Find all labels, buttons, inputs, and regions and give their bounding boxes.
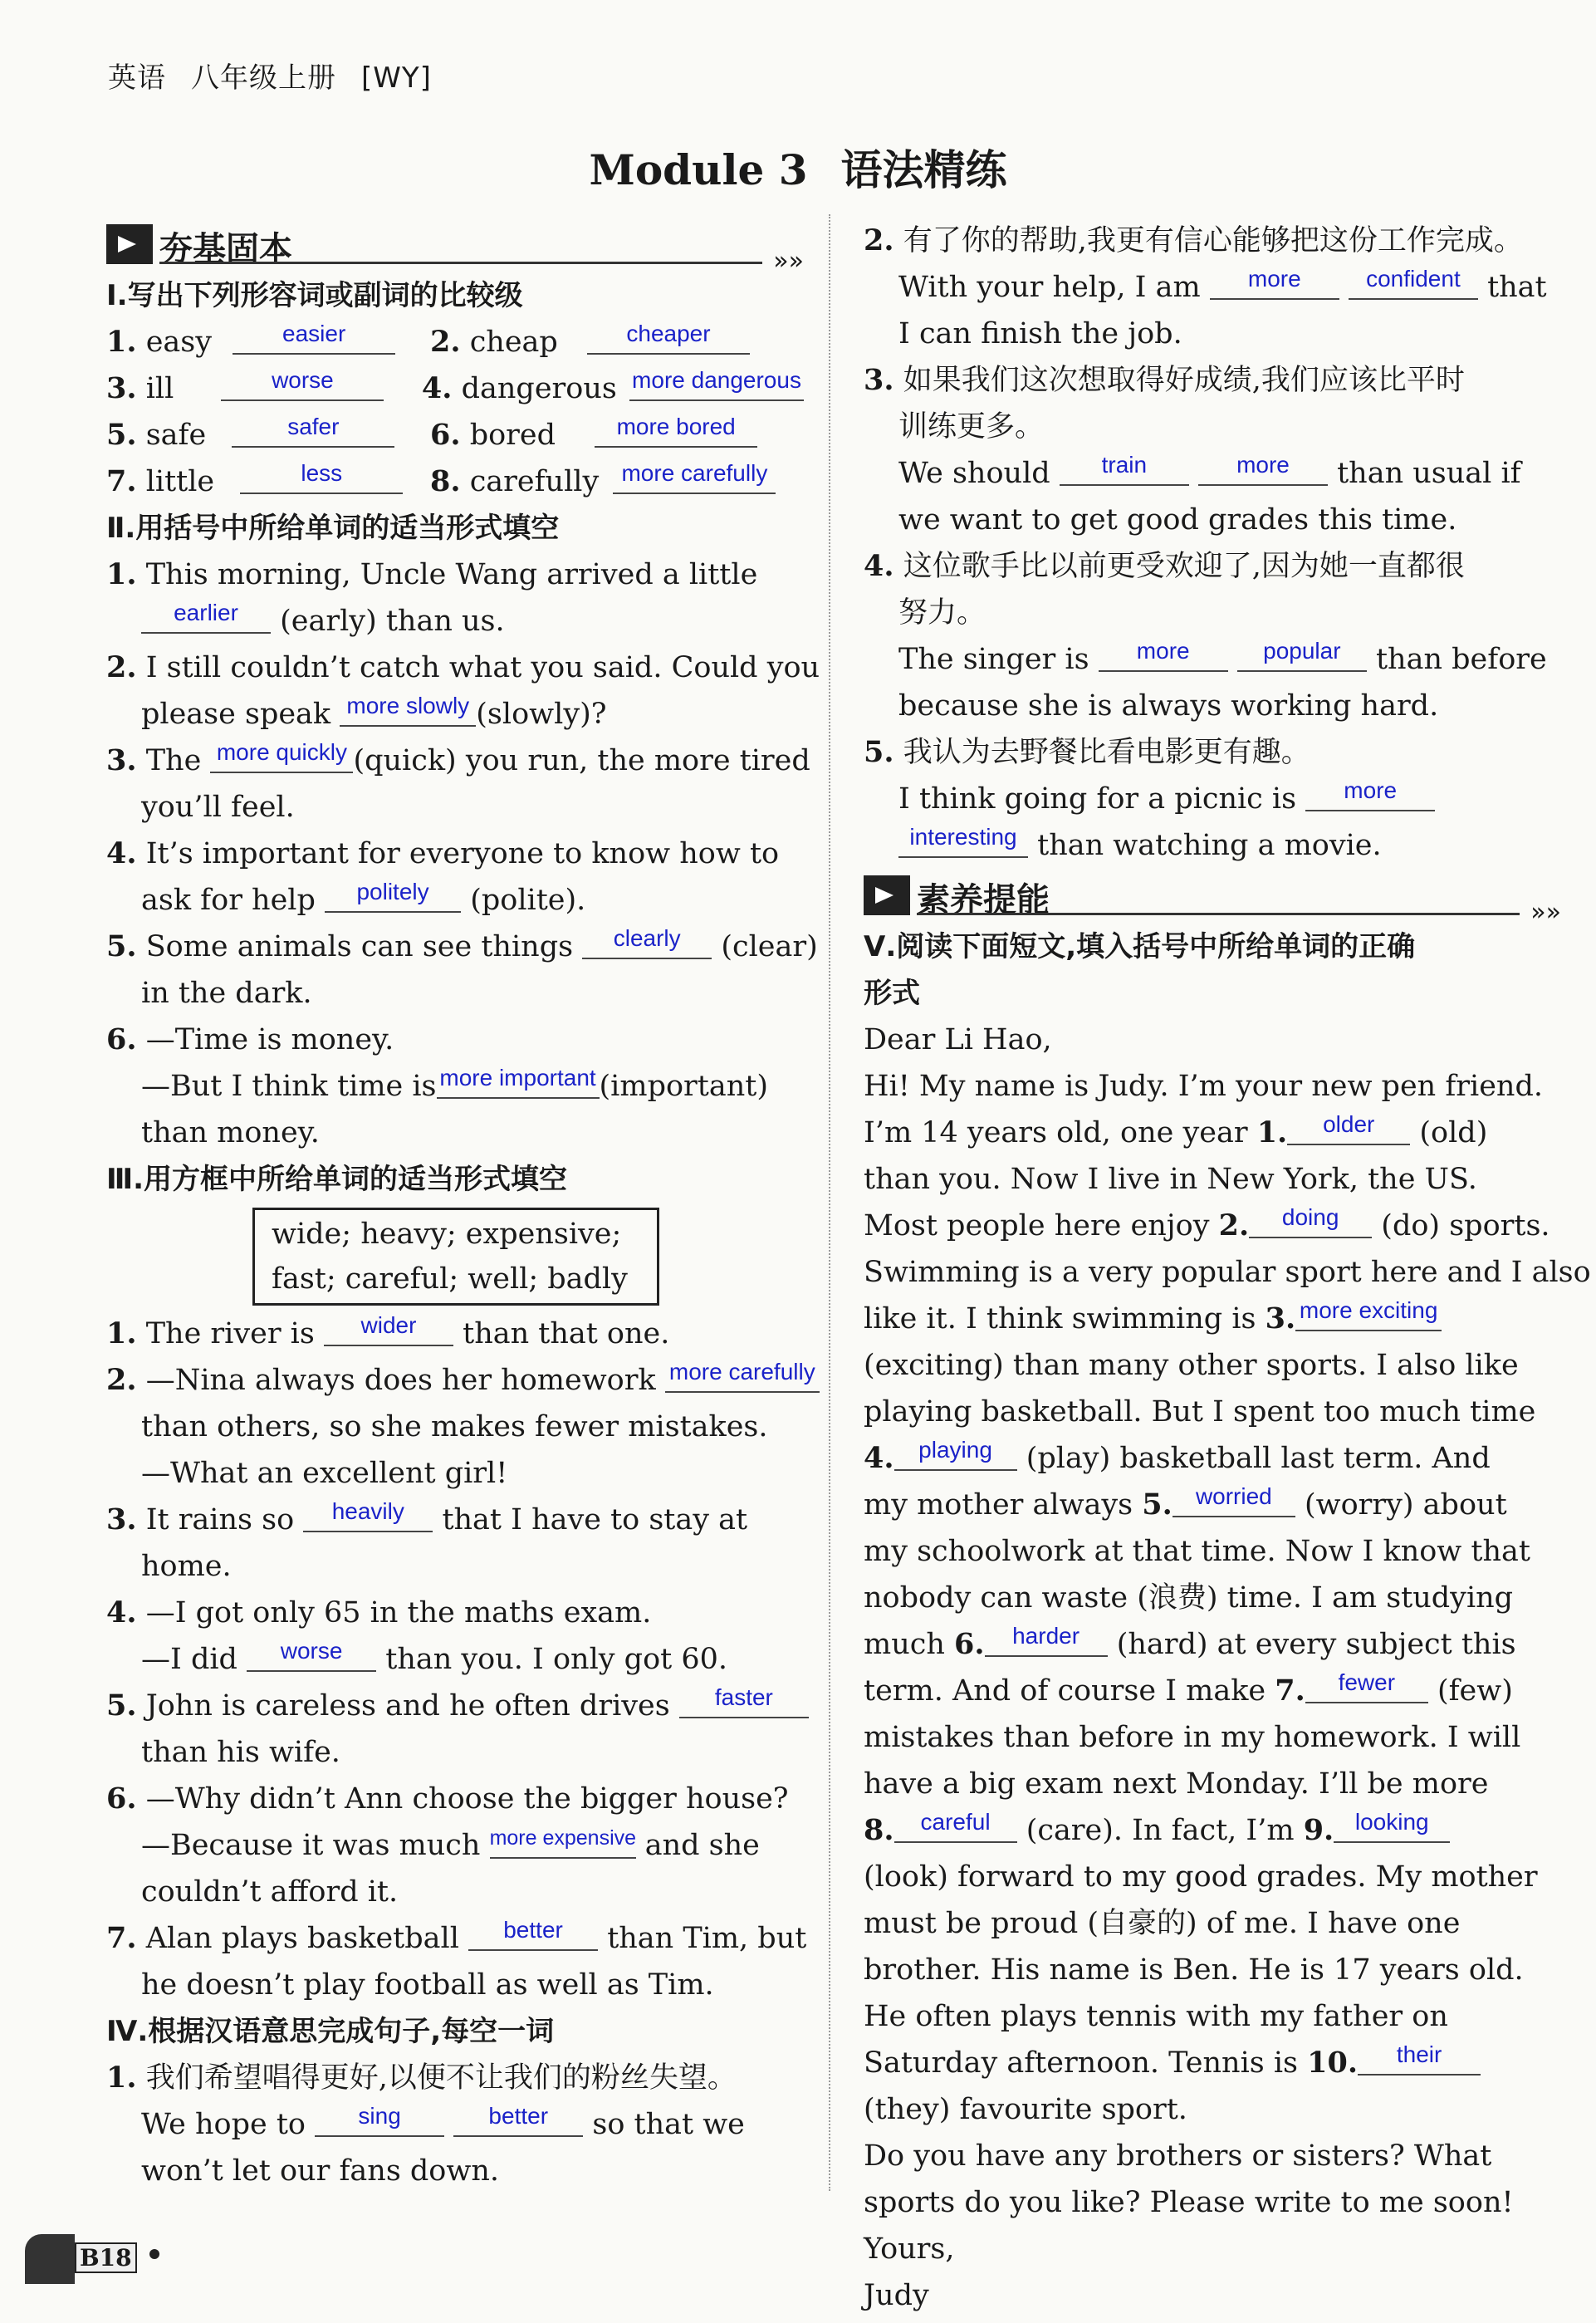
question-line: We hope to sing better so that we [141, 2103, 745, 2141]
letter [864, 1017, 1591, 2319]
arrow-icon [864, 875, 910, 915]
answer-blank[interactable]: more carefully [613, 464, 776, 494]
question-line: I can finish the job. [898, 317, 1182, 350]
footer-tab [25, 2234, 75, 2284]
question-line: interesting than watching a movie. [864, 822, 1561, 869]
question-line: —Because it was much more expensive and she [141, 1826, 760, 1862]
question-line: 1. 我们希望唱得更好,以便不让我们的粉丝失望。 [106, 2061, 737, 2095]
answer-blank[interactable]: earlier [141, 604, 271, 634]
answer-blank[interactable]: worse [247, 1642, 376, 1672]
list-item: 1. easy easier 2. cheap cheaper [106, 319, 804, 365]
page-header [108, 55, 457, 96]
question-line: 3. It rains so heavily that I have to stay at [106, 1498, 748, 1536]
banner-title: 夯基固本 [159, 230, 292, 268]
question-line: 4. —I got only 65 in the maths exam. [106, 1595, 652, 1630]
letter-line: much 6. harder (hard) at every subject this [864, 1623, 1516, 1661]
letter-line: He often plays tennis with my father on [864, 2000, 1448, 2033]
answer-blank[interactable]: playing [894, 1441, 1017, 1471]
question-line: because she is always working hard. [898, 689, 1439, 723]
answer-blank[interactable]: doing [1249, 1208, 1372, 1238]
letter-line: sports do you like? Please write to me soon! [864, 2186, 1514, 2219]
answer-blank[interactable]: easier [233, 325, 395, 355]
question-line: couldn’t afford it. [141, 1875, 399, 1909]
page-title [0, 137, 1596, 197]
banner-title: 素养提能 [917, 881, 1050, 919]
question-line: won’t let our fans down. [141, 2154, 500, 2188]
letter-line: my schoolwork at that time. Now I know that [864, 1535, 1530, 1568]
question-line: please speak more slowly (slowly)? [141, 693, 607, 731]
answer-blank[interactable]: more dangerous [629, 371, 804, 401]
question-line: than others, so she makes fewer mistakes. [141, 1410, 768, 1443]
module-number: Module 3 [589, 145, 808, 194]
section-banner-advanced [864, 870, 1561, 927]
question-line: 4. 这位歌手比以前更受欢迎了,因为她一直都很 [864, 549, 1465, 583]
answer-blank[interactable]: their [1358, 2046, 1481, 2076]
letter-line: (they) favourite sport. [864, 2093, 1187, 2126]
question-line: home. [141, 1550, 232, 1583]
right-column [864, 218, 1591, 2319]
letter-line: than you. Now I live in New York, the US. [864, 1163, 1477, 1196]
question-line: 4. It’s important for everyone to know how to [106, 836, 780, 870]
answer-blank[interactable]: faster [679, 1688, 809, 1718]
question-line: than money. [141, 1116, 320, 1149]
letter-line: brother. His name is Ben. He is 17 years old. [864, 1953, 1524, 1987]
letter-line: term. And of course I make 7. fewer (few) [864, 1669, 1513, 1708]
answer-blank[interactable]: more [1198, 456, 1328, 486]
question-line: The singer is more popular than before [898, 638, 1547, 676]
question-line: 训练更多。 [898, 410, 1045, 444]
list-item: 7. little less 8. carefully more carefully [106, 458, 804, 505]
answer-blank[interactable]: heavily [303, 1502, 433, 1532]
answer-blank[interactable]: less [240, 464, 403, 494]
banner-rule [917, 913, 1520, 915]
letter-line: (look) forward to my good grades. My mother [864, 1860, 1538, 1894]
question-line: in the dark. [141, 977, 312, 1010]
list-item: 5. safe safer 6. bored more bored [106, 412, 804, 458]
answer-blank[interactable]: politely [325, 883, 461, 913]
section-title: Ⅱ.用括号中所给单词的适当形式填空 [106, 512, 560, 545]
column-divider [829, 214, 830, 2191]
section-title: Ⅲ.用方框中所给单词的适当形式填空 [106, 1163, 568, 1196]
question-line: 5. John is careless and he often drives faster [106, 1683, 804, 1729]
page-footer [25, 2234, 141, 2284]
question-line: —What an excellent girl! [141, 1457, 508, 1490]
section-title: Ⅰ.写出下列形容词或副词的比较级 [106, 279, 523, 312]
answer-blank[interactable]: worried [1173, 1487, 1295, 1517]
question-line: ask for help politely (polite). [141, 879, 586, 917]
section-title-cont: 形式 [864, 977, 920, 1010]
answer-blank[interactable]: worse [221, 371, 384, 401]
answer-blank[interactable]: safer [232, 418, 394, 448]
question-line: he doesn’t play football as well as Tim. [141, 1968, 714, 2002]
letter-line: Saturday afternoon. Tennis is 10. their [864, 2040, 1561, 2086]
banner-rule [159, 262, 762, 264]
triple-chevron-icon: »» [1530, 898, 1561, 927]
answer-blank[interactable]: more [1305, 782, 1435, 811]
answer-blank[interactable]: sing [315, 2107, 444, 2137]
letter-line: Dear Li Hao, [864, 1023, 1052, 1056]
question-line: 7. Alan plays basketball better than Tim, but [106, 1917, 807, 1955]
letter-line: mistakes than before in my homework. I will [864, 1721, 1521, 1754]
answer-blank[interactable]: more [1099, 642, 1228, 672]
letter-line: Yours, [864, 2232, 955, 2266]
letter-line: 8. careful (care). In fact, I’m 9. looking [864, 1807, 1561, 1854]
question-line: 努力。 [898, 596, 986, 630]
word-box [252, 1208, 659, 1306]
comparative-list [106, 319, 804, 505]
question-line: earlier (early) than us. [106, 598, 804, 644]
answer-blank[interactable]: better [468, 1921, 598, 1951]
question-line: than his wife. [141, 1736, 340, 1769]
left-column [106, 218, 820, 2194]
answer-blank[interactable]: better [453, 2107, 583, 2137]
answer-blank[interactable]: more bored [595, 418, 757, 448]
answer-blank[interactable]: more exciting [1295, 1301, 1442, 1331]
question-line: you’ll feel. [141, 791, 295, 824]
question-line: 5. 我认为去野餐比看电影更有趣。 [864, 735, 1310, 769]
question-line: —But I think time is more important (important) [141, 1065, 768, 1103]
letter-line: playing basketball. But I spent too much time [864, 1395, 1536, 1429]
letter-line: (exciting) than many other sports. I also like [864, 1349, 1519, 1382]
word-box-line: wide; heavy; expensive; [272, 1218, 622, 1251]
answer-blank[interactable]: looking [1334, 1813, 1450, 1843]
answer-blank[interactable]: more slowly [340, 697, 476, 727]
question-line: 2. —Nina always does her homework more carefully [106, 1357, 804, 1404]
page-number: B18 [75, 2242, 137, 2273]
question-line: we want to get good grades this time. [898, 503, 1457, 537]
question-line: With your help, I am more confident that [898, 266, 1547, 304]
answer-blank[interactable]: train [1060, 456, 1189, 486]
header-subject: 英语 [108, 61, 166, 95]
letter-line: 4. playing (play) basketball last term. And [864, 1437, 1491, 1475]
answer-blank[interactable]: clearly [582, 929, 712, 959]
letter-line: I’m 14 years old, one year 1. older (old) [864, 1111, 1488, 1149]
question-line: 1. The river is wider than that one. [106, 1312, 670, 1350]
letter-line: my mother always 5. worried (worry) about [864, 1483, 1507, 1522]
answer-blank[interactable]: fewer [1305, 1674, 1428, 1703]
letter-line: Hi! My name is Judy. I’m your new pen friend. [864, 1070, 1544, 1103]
section-title: Ⅳ.根据汉语意思完成句子,每空一词 [106, 2015, 555, 2048]
letter-line: like it. I think swimming is 3. more exciting [864, 1296, 1561, 1342]
answer-blank[interactable]: popular [1237, 642, 1367, 672]
footer-dot [149, 2249, 159, 2259]
answer-blank[interactable]: confident [1349, 270, 1478, 300]
question-line: 6. —Why didn’t Ann choose the bigger house? [106, 1781, 789, 1816]
question-line: We should train more than usual if [898, 452, 1521, 490]
answer-blank[interactable]: cheaper [587, 325, 750, 355]
answer-blank[interactable]: more expensive [490, 1829, 636, 1859]
answer-blank[interactable]: wider [324, 1316, 453, 1346]
header-grade: 八年级上册 [191, 61, 336, 95]
header-edition: [WY] [361, 61, 432, 95]
word-box-line: fast; careful; well; badly [272, 1262, 628, 1296]
letter-line: Swimming is a very popular sport here and I also [864, 1256, 1591, 1289]
answer-blank[interactable]: harder [985, 1627, 1108, 1657]
module-name: 语法精练 [840, 145, 1007, 194]
question-line: 5. Some animals can see things clearly (clear) [106, 925, 818, 963]
answer-blank[interactable]: more important [437, 1069, 600, 1099]
section-title: Ⅴ.阅读下面短文,填入括号中所给单词的正确 [864, 930, 1416, 963]
question-line: I think going for a picnic is more [864, 776, 1561, 822]
list-item: 3. ill worse 4. dangerous more dangerous [106, 365, 804, 412]
letter-line: Most people here enjoy 2. doing (do) sports. [864, 1204, 1550, 1242]
answer-blank[interactable]: more quickly [210, 743, 353, 773]
letter-line: Do you have any brothers or sisters? What [864, 2139, 1492, 2173]
answer-blank[interactable]: interesting [898, 828, 1028, 858]
answer-blank[interactable]: careful [894, 1813, 1017, 1843]
question-line: 6. —Time is money. [106, 1022, 394, 1056]
arrow-icon [106, 224, 153, 264]
answer-blank[interactable]: more carefully [665, 1363, 820, 1393]
answer-blank[interactable]: older [1287, 1115, 1410, 1145]
question-line: 2. I still couldn’t catch what you said. Could you [106, 650, 820, 684]
question-line: 3. The more quickly (quick) you run, the more tired [106, 739, 810, 777]
letter-line: have a big exam next Monday. I’ll be more [864, 1767, 1489, 1801]
letter-line: nobody can waste (浪费) time. I am studying [864, 1581, 1514, 1615]
answer-blank[interactable]: more [1210, 270, 1339, 300]
question-line: 3. 如果我们这次想取得好成绩,我们应该比平时 [864, 363, 1465, 397]
question-line: 2. 有了你的帮助,我更有信心能够把这份工作完成。 [864, 223, 1523, 257]
question-line: 1. This morning, Uncle Wang arrived a little [106, 557, 758, 591]
triple-chevron-icon: »» [773, 247, 804, 276]
question-line: —I did worse than you. I only got 60. [141, 1638, 728, 1676]
letter-line: must be proud (自豪的) of me. I have one [864, 1907, 1461, 1940]
letter-line: Judy [864, 2279, 929, 2312]
section-banner-basic [106, 219, 804, 276]
